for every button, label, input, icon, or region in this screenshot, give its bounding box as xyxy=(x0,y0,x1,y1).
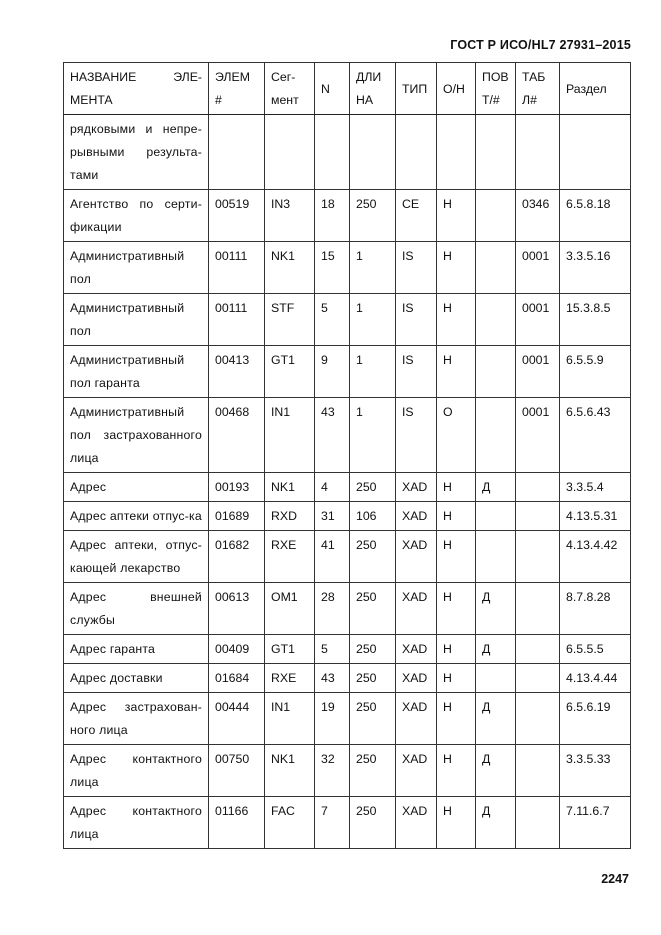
table-row xyxy=(64,398,631,473)
cell-type: XAD xyxy=(396,583,437,635)
cell-element-name: Административный пол xyxy=(64,294,209,346)
table-row xyxy=(64,531,631,583)
cell-length: 250 xyxy=(350,635,396,664)
cell-table-number xyxy=(516,664,560,693)
cell-table-number: 0346 xyxy=(516,190,560,242)
cell-segment: FAC xyxy=(265,797,315,849)
cell-segment: GT1 xyxy=(265,635,315,664)
column-header-rep: ПОВ Т/# xyxy=(476,63,516,115)
elements-table xyxy=(63,62,631,849)
cell-repeat: Д xyxy=(476,745,516,797)
cell-length: 1 xyxy=(350,294,396,346)
cell-table-number xyxy=(516,797,560,849)
cell-n: 5 xyxy=(315,294,350,346)
cell-segment: IN1 xyxy=(265,398,315,473)
cell-table-number xyxy=(516,531,560,583)
cell-optional: Н xyxy=(437,346,476,398)
cell-element-name: Агентство по серти-фикации xyxy=(64,190,209,242)
cell-table-number: 0001 xyxy=(516,242,560,294)
cell-type: CE xyxy=(396,190,437,242)
cell-table-number xyxy=(516,583,560,635)
cell-n: 7 xyxy=(315,797,350,849)
table-row xyxy=(64,294,631,346)
table-row xyxy=(64,745,631,797)
page-number: 2247 xyxy=(601,872,629,886)
cell-element-number: 00444 xyxy=(209,693,265,745)
cell-repeat xyxy=(476,346,516,398)
cell-type: XAD xyxy=(396,473,437,502)
cell-element-name: Административный пол застрахованного лица xyxy=(64,398,209,473)
cell-segment: NK1 xyxy=(265,473,315,502)
cell-element-name: Административный пол гаранта xyxy=(64,346,209,398)
cell-section xyxy=(560,115,631,190)
cell-optional: Н xyxy=(437,531,476,583)
cell-optional: Н xyxy=(437,745,476,797)
cell-section: 3.3.5.33 xyxy=(560,745,631,797)
cell-segment xyxy=(265,115,315,190)
cell-element-name: Адрес внешней службы xyxy=(64,583,209,635)
cell-table-number xyxy=(516,502,560,531)
cell-type: XAD xyxy=(396,635,437,664)
cell-repeat xyxy=(476,398,516,473)
cell-segment: NK1 xyxy=(265,745,315,797)
cell-table-number: 0001 xyxy=(516,294,560,346)
cell-type: XAD xyxy=(396,664,437,693)
cell-segment: RXE xyxy=(265,531,315,583)
cell-optional xyxy=(437,115,476,190)
cell-element-number: 00750 xyxy=(209,745,265,797)
cell-segment: OM1 xyxy=(265,583,315,635)
cell-repeat: Д xyxy=(476,693,516,745)
cell-optional: Н xyxy=(437,190,476,242)
cell-repeat xyxy=(476,664,516,693)
cell-table-number: 0001 xyxy=(516,398,560,473)
column-header-length: ДЛИ НА xyxy=(350,63,396,115)
cell-section: 4.13.5.31 xyxy=(560,502,631,531)
cell-length: 250 xyxy=(350,473,396,502)
cell-type: XAD xyxy=(396,745,437,797)
cell-section: 6.5.5.5 xyxy=(560,635,631,664)
cell-length: 250 xyxy=(350,664,396,693)
table-row xyxy=(64,473,631,502)
table-row xyxy=(64,190,631,242)
cell-element-number: 01682 xyxy=(209,531,265,583)
cell-n: 43 xyxy=(315,398,350,473)
cell-section: 6.5.8.18 xyxy=(560,190,631,242)
cell-length: 250 xyxy=(350,797,396,849)
cell-n: 32 xyxy=(315,745,350,797)
cell-element-name: Адрес аптеки отпус-ка xyxy=(64,502,209,531)
table-row xyxy=(64,502,631,531)
column-header-name: НАЗВАНИЕ ЭЛЕ-МЕНТА xyxy=(64,63,209,115)
cell-section: 8.7.8.28 xyxy=(560,583,631,635)
cell-element-number: 00519 xyxy=(209,190,265,242)
cell-n: 28 xyxy=(315,583,350,635)
cell-section: 6.5.5.9 xyxy=(560,346,631,398)
cell-table-number xyxy=(516,745,560,797)
cell-table-number: 0001 xyxy=(516,346,560,398)
cell-element-number: 01166 xyxy=(209,797,265,849)
cell-length: 1 xyxy=(350,242,396,294)
cell-section: 15.3.8.5 xyxy=(560,294,631,346)
cell-length: 106 xyxy=(350,502,396,531)
cell-element-name: Административный пол xyxy=(64,242,209,294)
cell-n: 15 xyxy=(315,242,350,294)
cell-length xyxy=(350,115,396,190)
cell-optional: Н xyxy=(437,664,476,693)
cell-segment: STF xyxy=(265,294,315,346)
cell-length: 250 xyxy=(350,531,396,583)
cell-segment: NK1 xyxy=(265,242,315,294)
cell-repeat xyxy=(476,115,516,190)
cell-n: 5 xyxy=(315,635,350,664)
column-header-type: ТИП xyxy=(396,63,437,115)
cell-type: XAD xyxy=(396,502,437,531)
cell-section: 3.3.5.16 xyxy=(560,242,631,294)
cell-length: 250 xyxy=(350,693,396,745)
cell-optional: Н xyxy=(437,583,476,635)
cell-element-number: 01689 xyxy=(209,502,265,531)
cell-element-number: 00193 xyxy=(209,473,265,502)
cell-element-name: Адрес застрахован-ного лица xyxy=(64,693,209,745)
column-header-table: ТАБ Л# xyxy=(516,63,560,115)
cell-n: 4 xyxy=(315,473,350,502)
cell-section: 6.5.6.19 xyxy=(560,693,631,745)
cell-section: 4.13.4.44 xyxy=(560,664,631,693)
cell-element-name: Адрес доставки xyxy=(64,664,209,693)
cell-element-number: 00409 xyxy=(209,635,265,664)
cell-repeat: Д xyxy=(476,635,516,664)
cell-segment: GT1 xyxy=(265,346,315,398)
cell-n: 19 xyxy=(315,693,350,745)
cell-n xyxy=(315,115,350,190)
table-row xyxy=(64,693,631,745)
cell-type: XAD xyxy=(396,693,437,745)
table-row xyxy=(64,797,631,849)
cell-repeat: Д xyxy=(476,473,516,502)
cell-length: 1 xyxy=(350,398,396,473)
cell-optional: Н xyxy=(437,635,476,664)
cell-element-number: 00613 xyxy=(209,583,265,635)
cell-repeat xyxy=(476,531,516,583)
cell-type xyxy=(396,115,437,190)
cell-type: IS xyxy=(396,398,437,473)
cell-element-name: Адрес xyxy=(64,473,209,502)
table-row xyxy=(64,346,631,398)
column-header-elem: ЭЛЕМ # xyxy=(209,63,265,115)
cell-repeat xyxy=(476,190,516,242)
cell-n: 9 xyxy=(315,346,350,398)
cell-element-name: Адрес контактного лица xyxy=(64,745,209,797)
cell-element-name: Адрес аптеки, отпус-кающей лекарство xyxy=(64,531,209,583)
cell-length: 250 xyxy=(350,745,396,797)
cell-repeat: Д xyxy=(476,583,516,635)
cell-segment: IN3 xyxy=(265,190,315,242)
cell-table-number xyxy=(516,693,560,745)
document-header: ГОСТ Р ИСО/HL7 27931–2015 xyxy=(450,38,631,52)
table-header-row xyxy=(64,63,631,115)
column-header-section: Раздел xyxy=(560,63,631,115)
cell-length: 1 xyxy=(350,346,396,398)
cell-repeat: Д xyxy=(476,797,516,849)
cell-optional: Н xyxy=(437,502,476,531)
cell-element-number: 00111 xyxy=(209,242,265,294)
cell-section: 3.3.5.4 xyxy=(560,473,631,502)
cell-element-number: 01684 xyxy=(209,664,265,693)
cell-table-number xyxy=(516,635,560,664)
cell-optional: Н xyxy=(437,797,476,849)
cell-optional: Н xyxy=(437,693,476,745)
table-row xyxy=(64,664,631,693)
cell-length: 250 xyxy=(350,190,396,242)
cell-segment: RXE xyxy=(265,664,315,693)
cell-segment: IN1 xyxy=(265,693,315,745)
cell-table-number xyxy=(516,473,560,502)
table-row xyxy=(64,115,631,190)
cell-type: XAD xyxy=(396,797,437,849)
cell-element-number: 00468 xyxy=(209,398,265,473)
column-header-on: О/Н xyxy=(437,63,476,115)
cell-type: IS xyxy=(396,346,437,398)
cell-length: 250 xyxy=(350,583,396,635)
table-row xyxy=(64,242,631,294)
cell-optional: Н xyxy=(437,473,476,502)
cell-type: XAD xyxy=(396,531,437,583)
cell-optional: Н xyxy=(437,294,476,346)
cell-n: 41 xyxy=(315,531,350,583)
cell-segment: RXD xyxy=(265,502,315,531)
cell-element-number xyxy=(209,115,265,190)
cell-repeat xyxy=(476,502,516,531)
cell-repeat xyxy=(476,242,516,294)
cell-table-number xyxy=(516,115,560,190)
cell-optional: О xyxy=(437,398,476,473)
cell-n: 31 xyxy=(315,502,350,531)
cell-element-number: 00413 xyxy=(209,346,265,398)
column-header-n: N xyxy=(315,63,350,115)
cell-repeat xyxy=(476,294,516,346)
cell-type: IS xyxy=(396,242,437,294)
cell-section: 6.5.6.43 xyxy=(560,398,631,473)
table-row xyxy=(64,635,631,664)
column-header-segment: Сег-мент xyxy=(265,63,315,115)
cell-element-name: рядковыми и непре-рывными результа-тами xyxy=(64,115,209,190)
cell-element-number: 00111 xyxy=(209,294,265,346)
cell-element-name: Адрес гаранта xyxy=(64,635,209,664)
cell-section: 4.13.4.42 xyxy=(560,531,631,583)
cell-n: 18 xyxy=(315,190,350,242)
cell-section: 7.11.6.7 xyxy=(560,797,631,849)
table-row xyxy=(64,583,631,635)
cell-optional: Н xyxy=(437,242,476,294)
cell-type: IS xyxy=(396,294,437,346)
cell-n: 43 xyxy=(315,664,350,693)
cell-element-name: Адрес контактного лица xyxy=(64,797,209,849)
